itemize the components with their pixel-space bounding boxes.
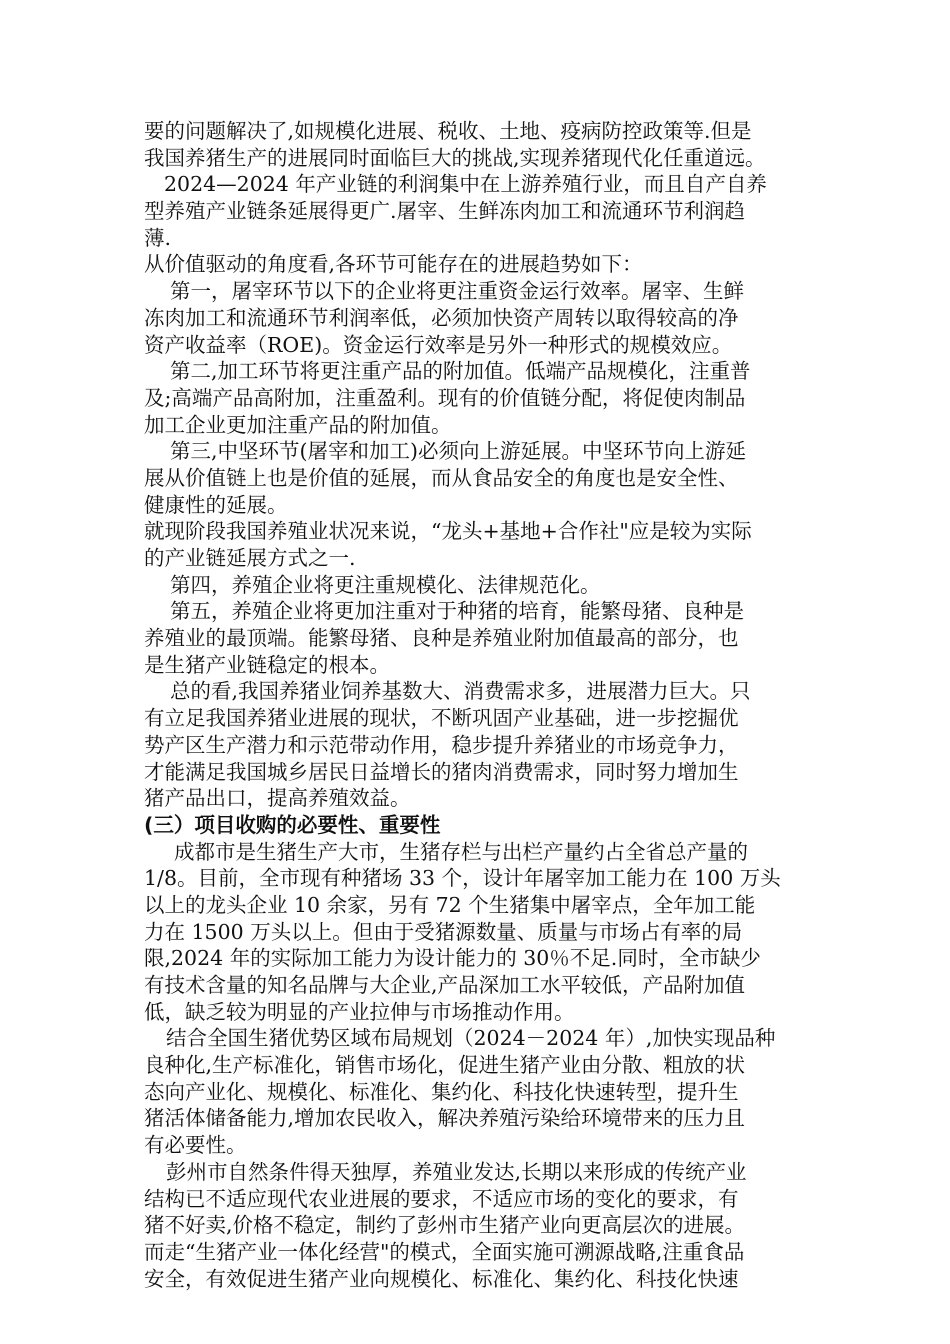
text-line: 1/8。目前，全市现有种猪场 33 个，设计年屠宰加工能力在 100 万头	[144, 866, 781, 891]
text-line: 型养殖产业链条延展得更广.屠宰、生鲜冻肉加工和流通环节利润趋	[144, 199, 746, 224]
text-line: 势产区生产潜力和示范带动作用，稳步提升养猪业的市场竞争力，	[144, 732, 739, 757]
text-line: 而走“生猪产业一体化经营"的模式，全面实施可溯源战略,注重食品	[144, 1239, 745, 1264]
document-body	[144, 118, 810, 1292]
text-line: 低，缺乏较为明显的产业拉伸与市场推动作用。	[144, 999, 575, 1024]
text-line: 第四，养殖企业将更注重规模化、法律规范化。	[170, 572, 601, 597]
text-line: 薄.	[144, 225, 172, 250]
text-line: 2024—2024 年产业链的利润集中在上游养殖行业，而且自产自养	[164, 172, 767, 197]
text-line: 良种化,生产标准化，销售市场化，促进生猪产业由分散、粗放的状	[144, 1053, 746, 1078]
text-line: 第五，养殖企业将更加注重对于种猪的培育，能繁母猪、良种是	[170, 599, 744, 624]
text-line: 安全，有效促进生猪产业向规模化、标准化、集约化、科技化快速	[144, 1266, 739, 1291]
section-heading: (三）项目收购的必要性、重要性	[144, 812, 441, 837]
text-line: 猪活体储备能力,增加农民收入，解决养殖污染给环境带来的压力且	[144, 1106, 746, 1131]
text-line: 限,2024 年的实际加工能力为设计能力的 30％不足.同时，全市缺少	[144, 946, 761, 971]
text-line: 彭州市自然条件得天独厚，养殖业发达,长期以来形成的传统产业	[166, 1159, 747, 1184]
text-line: 结构已不适应现代农业进展的要求，不适应市场的变化的要求，有	[144, 1186, 739, 1211]
text-line: 要的问题解决了,如规模化进展、税收、土地、疫病防控政策等.但是	[144, 119, 752, 143]
text-line: 有技术含量的知名品牌与大企业,产品深加工水平较低，产品附加值	[144, 973, 746, 997]
text-line: 猪产品出口，提高养殖效益。	[144, 786, 411, 811]
text-line: 展从价值链上也是价值的延展，而从食品安全的角度也是安全性、	[144, 465, 739, 490]
text-line: 总的看,我国养猪业饲养基数大、消费需求多，进展潜力巨大。只	[170, 679, 751, 704]
text-line: 养殖业的最顶端。能繁母猪、良种是养殖业附加值最高的部分，也	[144, 626, 739, 651]
text-line: 猪不好卖,价格不稳定，制约了彭州市生猪产业向更高层次的进展。	[144, 1213, 746, 1238]
text-line: 健康性的延展。	[144, 492, 288, 517]
text-line: 有立足我国养猪业进展的现状，不断巩固产业基础，进一步挖掘优	[144, 706, 739, 731]
text-line: 态向产业化、规模化、标准化、集约化、科技化快速转型，提升生	[144, 1079, 739, 1104]
text-line: 加工企业更加注重产品的附加值。	[144, 412, 452, 437]
text-line: 力在 1500 万头以上。但由于受猪源数量、质量与市场占有率的局	[144, 919, 743, 944]
text-line: 及;高端产品高附加，注重盈利。现有的价值链分配，将促使肉制品	[144, 385, 746, 410]
text-line: 从价值驱动的角度看,各环节可能存在的进展趋势如下：	[144, 252, 643, 277]
text-line: 冻肉加工和流通环节利润率低，必须加快资产周转以取得较高的净	[144, 305, 739, 330]
text-line: 就现阶段我国养殖业状况来说，“龙头+基地+合作社"应是较为实际	[144, 519, 752, 544]
text-line: 我国养猪生产的进展同时面临巨大的挑战,实现养猪现代化任重道远。	[144, 145, 766, 170]
text-line: 第一，屠宰环节以下的企业将更注重资金运行效率。屠宰、生鲜	[170, 279, 744, 304]
text-line: 才能满足我国城乡居民日益增长的猪肉消费需求，同时努力增加生	[144, 759, 739, 784]
text-line: 资产收益率（ROE)。资金运行效率是另外一种形式的规模效应。	[144, 332, 733, 357]
text-line: 第三,中坚环节(屠宰和加工)必须向上游延展。中坚环节向上游延	[170, 439, 747, 464]
text-line: 的产业链延展方式之一.	[144, 546, 356, 570]
text-line: 是生猪产业链稳定的根本。	[144, 652, 390, 677]
text-line: 结合全国生猪优势区域布局规划（2024－2024 年）,加快实现品种	[166, 1026, 776, 1051]
text-line: 以上的龙头企业 10 余家，另有 72 个生猪集中屠宰点，全年加工能	[144, 892, 756, 917]
text-line: 有必要性。	[144, 1133, 247, 1158]
text-line: 成都市是生猪生产大市，生猪存栏与出栏产量约占全省总产量的	[174, 839, 748, 864]
text-line: 第二,加工环节将更注重产品的附加值。低端产品规模化，注重普	[170, 359, 751, 384]
